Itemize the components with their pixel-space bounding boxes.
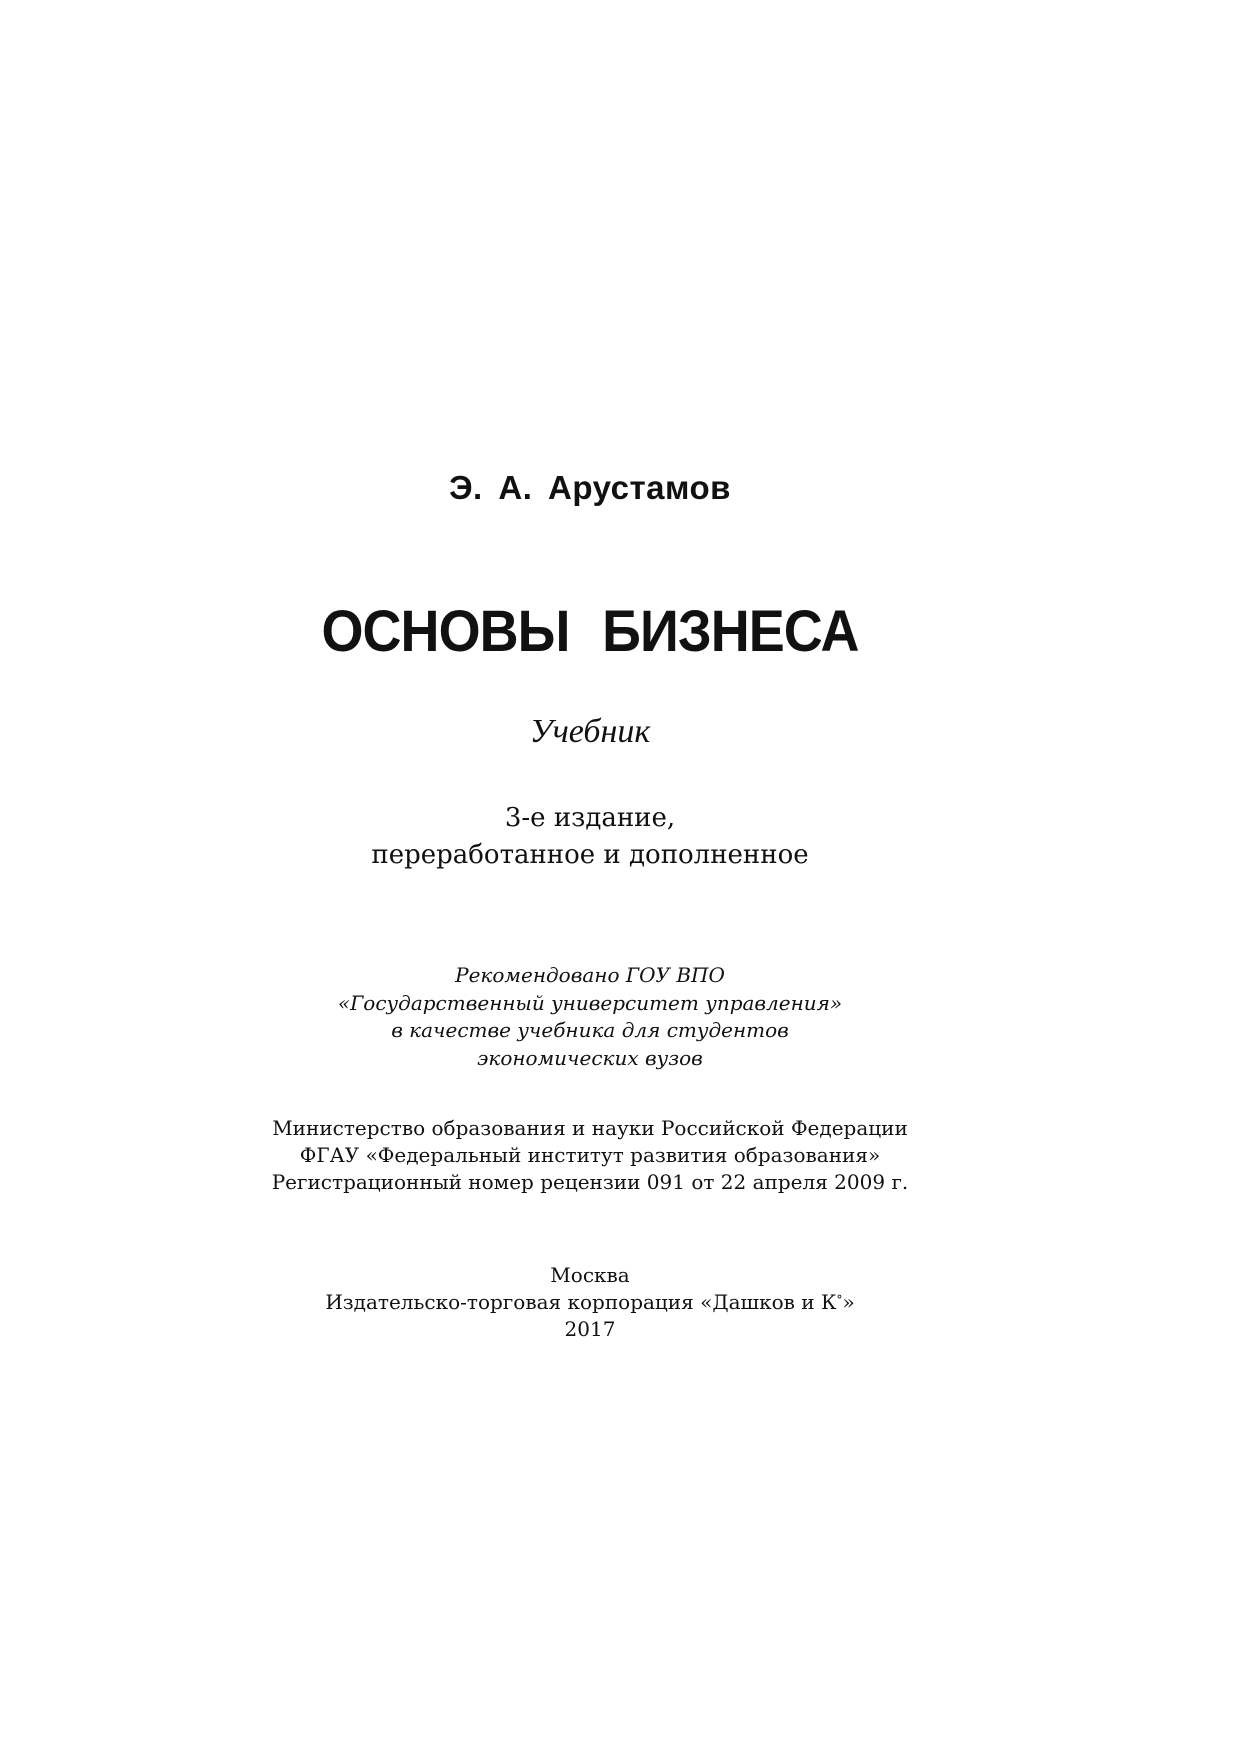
recommendation-line: «Государственный университет управления» [337, 990, 843, 1015]
edition-info [250, 800, 930, 874]
edition-line: 3-е издание, [504, 803, 676, 833]
recommendation-line: в качестве учебника для студентов [391, 1018, 789, 1042]
ministry-block [230, 1115, 950, 1196]
imprint-year: 2017 [564, 1317, 616, 1341]
recommendation-line: Рекомендовано ГОУ ВПО [455, 963, 725, 987]
publisher-name: Издательско-торговая корпорация «Дашков и К [325, 1290, 837, 1314]
ministry-line: Министерство образования и науки Российской Федерации [272, 1116, 908, 1140]
book-title: ОСНОВЫ БИЗНЕСА [321, 599, 859, 664]
ministry-line: ФГАУ «Федеральный институт развития образования» [299, 1143, 881, 1167]
imprint-block [230, 1262, 950, 1343]
ministry-line: Регистрационный номер рецензии 091 от 22 апреля 2009 г. [271, 1170, 909, 1194]
imprint-city: Москва [550, 1263, 630, 1287]
imprint-publisher [230, 1289, 950, 1316]
book-subtitle: Учебник [529, 713, 651, 750]
publisher-close-quote: » [842, 1290, 855, 1314]
author-name: Э. А. Арустамов [449, 469, 731, 506]
publisher-degree-mark: ° [836, 1293, 843, 1307]
edition-line: переработанное и дополненное [371, 840, 809, 870]
recommendation-line: экономических вузов [477, 1045, 703, 1070]
recommendation-block [250, 962, 930, 1072]
